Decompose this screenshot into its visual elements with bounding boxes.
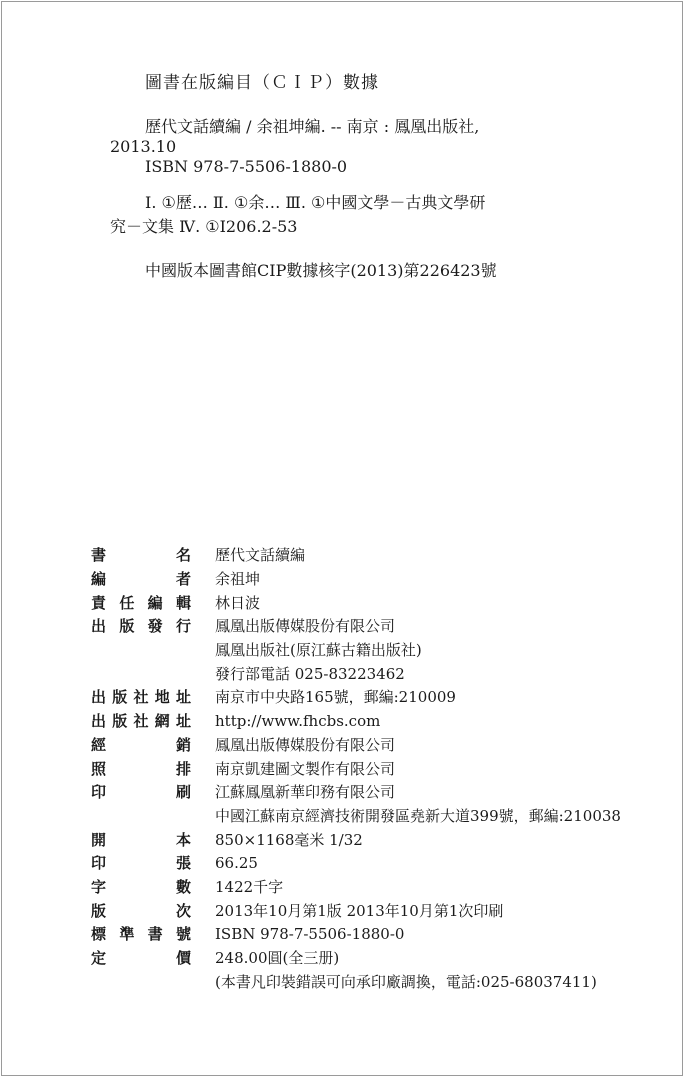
colophon-label-char: 張 [175,854,191,873]
colophon-row [91,614,681,638]
colophon-value: 余祖坤 [215,570,261,589]
colophon-value: 1422千字 [215,877,284,896]
colophon-value: ISBN 978-7-5506-1880-0 [215,924,405,943]
colophon-label-char: 字 [91,877,107,896]
colophon-label [91,568,191,589]
colophon-row [91,567,681,591]
colophon-row [91,946,681,970]
colophon-label-char: 出 [91,617,107,636]
colophon-label [91,947,191,968]
colophon-label [91,544,191,565]
colophon-label-char: 者 [175,570,191,589]
colophon-value: http://www.fhcbs.com [215,711,381,730]
colophon-label [91,923,191,944]
colophon-row [91,709,681,733]
colophon-label-char: 價 [175,949,191,968]
colophon-value: 南京市中央路165號，郵編:210009 [215,688,456,707]
colophon-row [91,756,681,780]
colophon-label [91,781,191,802]
colophon-label-char: 印 [91,854,107,873]
colophon-label-char: 照 [91,759,107,778]
colophon-label-char: 標 [91,925,107,944]
colophon-value: 2013年10月第1版 2013年10月第1次印刷 [215,901,504,920]
colophon-value: 鳳凰出版傳媒股份有限公司 [215,735,396,754]
colophon-label-char: 出 [91,688,107,707]
colophon-row [91,827,681,851]
colophon-row [91,898,681,922]
colophon-label-char: 責 [91,593,107,612]
colophon-label-char: 排 [175,759,191,778]
colophon-label-char: 書 [147,925,163,944]
colophon-label [91,829,191,850]
colophon-label-char: 經 [91,735,107,754]
cip-title: 圖書在版編目（ＣＩＰ）數據 [145,73,379,93]
cip-number: 中國版本圖書館CIP數據核字(2013)第226423號 [145,261,497,280]
colophon-label-char: 編 [147,593,163,612]
colophon-label [91,615,191,636]
colophon-label-char: 印 [91,783,107,802]
colophon-label-char: 數 [175,877,191,896]
colophon-label [91,758,191,779]
cip-subject-line-2: 究－文集 Ⅳ. ①I206.2-53 [110,217,298,236]
colophon-row [91,685,681,709]
colophon-row [91,733,681,757]
colophon-value: 中國江蘇南京經濟技術開發區堯新大道399號，郵編:210038 [215,806,621,825]
colophon-label-char: 網 [154,712,170,731]
colophon-row [91,661,681,685]
colophon-label-char: 名 [175,546,191,565]
colophon-label-char: 本 [175,830,191,849]
colophon-row [91,780,681,804]
colophon-label-char: 輯 [175,593,191,612]
colophon-row [91,969,681,993]
colophon-value: 南京凱建圖文製作有限公司 [215,759,396,778]
colophon-label-char: 銷 [175,735,191,754]
colophon-row [91,543,681,567]
colophon-label [91,852,191,873]
colophon-label-char: 址 [175,712,191,731]
colophon-label-char: 出 [91,712,107,731]
colophon-label-char: 次 [175,901,191,920]
colophon-value: 鳳凰出版傳媒股份有限公司 [215,617,396,636]
colophon-label-char: 發 [147,617,163,636]
colophon-label-char: 開 [91,830,107,849]
cip-date-line: 2013.10 [110,137,177,156]
colophon-row [91,922,681,946]
colophon-label-char: 地 [154,688,170,707]
colophon-label [91,592,191,613]
colophon-label [91,686,191,707]
cip-isbn-line: ISBN 978-7-5506-1880-0 [145,157,348,176]
colophon-row [91,590,681,614]
colophon-label-char: 版 [112,688,128,707]
colophon-label-char: 編 [91,570,107,589]
colophon-label-char: 社 [133,712,149,731]
colophon-label-char: 書 [91,546,107,565]
colophon-value: 江蘇鳳凰新華印務有限公司 [215,783,396,802]
colophon-label-char: 行 [175,617,191,636]
colophon-row [91,875,681,899]
cip-subject-line-1: Ⅰ. ①歷… Ⅱ. ①余… Ⅲ. ①中國文學－古典文學研 [145,193,486,212]
colophon-value: 林日波 [215,593,261,612]
colophon-value: 248.00圓(全三册) [215,949,340,968]
colophon-label [91,876,191,897]
colophon-value: 發行部電話 025-83223462 [215,664,405,683]
colophon-label-char: 定 [91,949,107,968]
colophon-value: 歷代文話續編 [215,546,306,565]
colophon-value: 850×1168毫米 1/32 [215,830,363,849]
colophon-value: 66.25 [215,853,258,872]
colophon-row [91,804,681,828]
colophon-label [91,734,191,755]
colophon-label-char: 準 [119,925,135,944]
colophon-label-char: 刷 [175,783,191,802]
colophon-row [91,638,681,662]
colophon-label-char: 版 [91,901,107,920]
colophon-row [91,851,681,875]
colophon-value: (本書凡印裝錯誤可向承印廠調換，電話:025-68037411) [215,972,597,991]
colophon-label-char: 社 [133,688,149,707]
colophon-label-char: 版 [112,712,128,731]
colophon-label-char: 版 [119,617,135,636]
colophon-label-char: 址 [175,688,191,707]
colophon-table [91,543,681,993]
colophon-label [91,710,191,731]
colophon-label-char: 任 [119,593,135,612]
colophon-label [91,900,191,921]
cip-entry-line: 歷代文話續編 / 余祖坤編. -- 南京 : 鳳凰出版社, [145,117,480,136]
colophon-label-char: 號 [175,925,191,944]
colophon-value: 鳳凰出版社(原江蘇古籍出版社) [215,641,422,660]
